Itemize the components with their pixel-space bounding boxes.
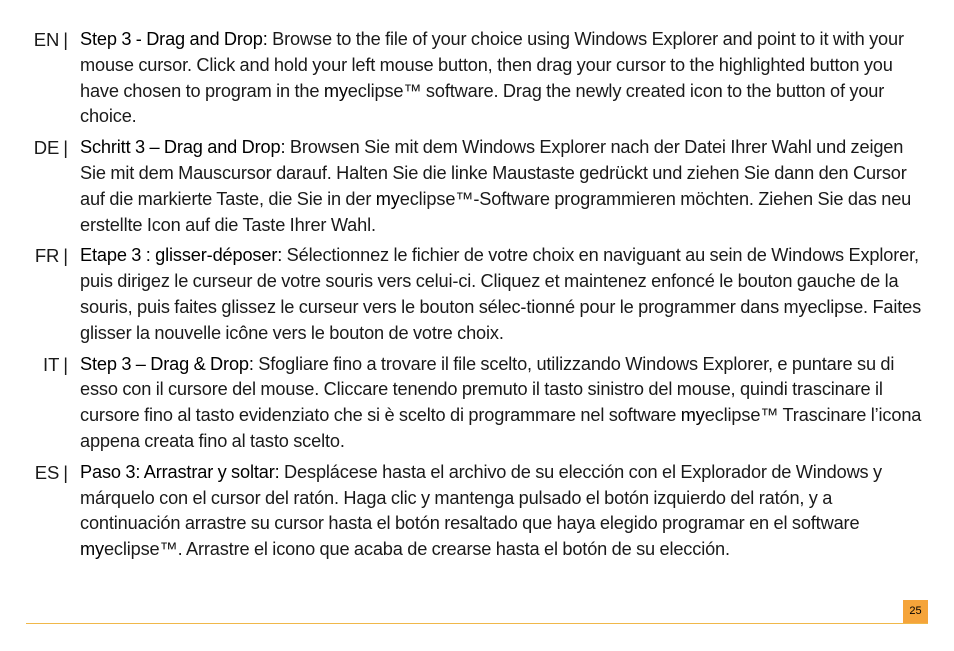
brand-prefix: my [375, 188, 400, 209]
step-text: Sfogliare fino a trovare il file scelto, utilizzando Windows Explorer, e puntare su di esso con il cursore del mouse. Cliccare tenendo premuto il tasto sinistro del mouse, quindi trascinare il cursore fino al tasto evidenziato che si è scelto di programmare nel software [80, 353, 895, 426]
instruction-text [80, 27, 932, 130]
language-code: EN [33, 29, 60, 50]
step-text-end: Trascinare l’icona appena creata fino al tasto scelto. [80, 405, 922, 451]
footer-rule [26, 623, 928, 624]
brand-prefix: my [680, 405, 705, 426]
step-heading: Schritt 3 – Drag and Drop: [80, 137, 286, 158]
language-separator: | [63, 137, 68, 159]
entry-fr [0, 243, 954, 346]
page-number-badge: 25 [903, 600, 928, 623]
language-separator: | [63, 461, 68, 483]
language-label [0, 460, 68, 486]
brand-name: eclipse™ [704, 405, 779, 426]
step-text-end: software. Drag the newly created icon to the button of your choice. [80, 80, 885, 127]
language-label [0, 135, 68, 161]
instruction-text [80, 352, 932, 455]
instruction-text [80, 243, 932, 346]
step-text: Browsen Sie mit dem Windows Explorer nach der Datei Ihrer Wahl und zeigen Sie mit dem Mauscursor darauf. Halten Sie die linke Maustaste gedrückt und ziehen Sie dann den Cursor auf die markierte Taste, die Sie in der [80, 137, 907, 209]
entry-it [0, 352, 954, 455]
language-code: IT [43, 353, 60, 375]
entry-en [0, 27, 954, 130]
language-label [0, 352, 68, 378]
entry-de [0, 135, 954, 238]
language-separator: | [63, 245, 68, 267]
language-separator: | [63, 29, 68, 50]
language-label [0, 243, 68, 269]
step-heading: Step 3 – Drag & Drop: [80, 353, 254, 374]
instruction-text [80, 135, 932, 238]
step-text-end: -Software programmieren möchten. Ziehen Sie das neu erstellte Icon auf die Taste Ihrer Wahl. [80, 188, 912, 235]
step-text-end: . Arrastre el icono que acaba de crearse hasta el botón de su elección. [177, 539, 730, 560]
language-separator: | [63, 353, 68, 375]
brand-name: eclipse™ [103, 539, 178, 560]
step-heading: Step 3 - Drag and Drop: [80, 29, 268, 49]
step-text: Browse to the file of your choice using Windows Explorer and point to it with your mouse cursor. Click and hold your left mouse button, then drag your cursor to the highlighted button you have chosen to program in the [80, 29, 904, 101]
brand-name: eclipse™ [399, 188, 474, 209]
language-label [0, 27, 68, 53]
instruction-text [80, 460, 932, 563]
brand-prefix: my [80, 539, 104, 560]
language-code: DE [33, 137, 60, 159]
instruction-list [0, 27, 954, 568]
brand-name: eclipse™ [347, 80, 422, 101]
language-code: ES [34, 461, 60, 483]
step-text: Sélectionnez le fichier de votre choix en naviguant au sein de Windows Explorer, puis dirigez le curseur de votre souris vers celui-ci. Cliquez et maintenez enfoncé le bouton gauche de la souris, puis faites glissez le curseur vers le bouton sélec-tionné pour le programmer dans myeclipse. Faites glisser la nouvelle icône vers le bouton de votre choix. [80, 245, 922, 343]
step-heading: Paso 3: Arrastrar y soltar: [80, 461, 280, 482]
entry-es [0, 460, 954, 563]
brand-prefix: my [323, 80, 348, 101]
step-heading: Etape 3 : glisser-déposer: [80, 245, 283, 266]
step-text: Desplácese hasta el archivo de su elección con el Explorador de Windows y márquelo con el cursor del ratón. Haga clic y mantenga pulsado el botón izquierdo del ratón, y a continuación arrastre su cursor hasta el botón resaltado que haya elegido programar en el software [80, 461, 882, 534]
language-code: FR [34, 245, 60, 267]
